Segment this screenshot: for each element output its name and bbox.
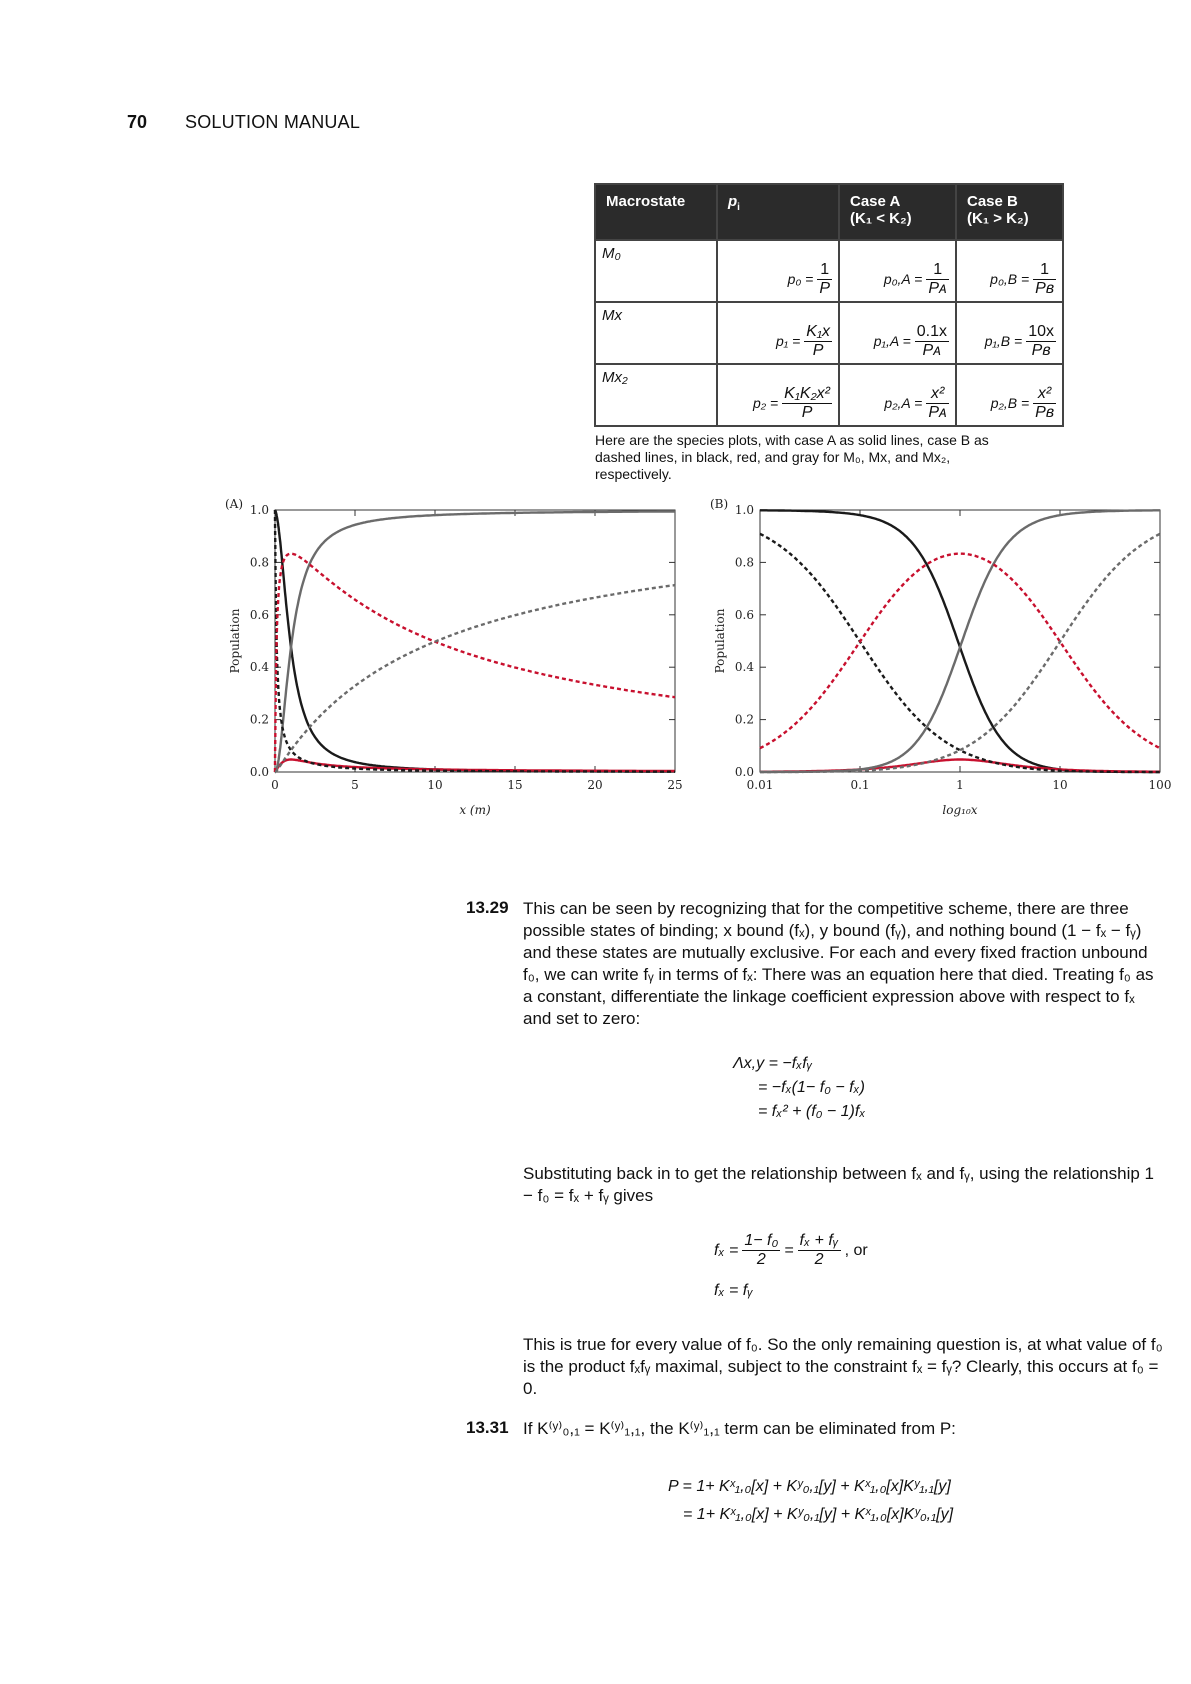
question-number-13-31: 13.31 — [466, 1418, 509, 1437]
y-tick-label: 0.6 — [249, 607, 269, 622]
panel-label: (A) — [225, 498, 244, 511]
table-row — [595, 240, 1063, 302]
x-tick-label: 5 — [351, 778, 359, 792]
series-line — [760, 534, 1160, 772]
q1329-eq-2: = −fₓ(1− f₀ − fₓ) — [758, 1079, 865, 1096]
x-tick-label: 10 — [1052, 778, 1068, 792]
col-case-b: Case B (K₁ > K₂) — [956, 184, 1063, 240]
x-axis-label: log₁₀x — [942, 803, 978, 817]
y-tick-label: 0.0 — [249, 765, 269, 779]
y-tick-label: 0.6 — [734, 607, 754, 622]
table-row — [595, 364, 1063, 426]
x-tick-label: 1 — [956, 778, 964, 792]
p-cell: p₂ = $\frac{\text{K₁K₂x²}}{P}$ — [717, 364, 839, 426]
y-tick-label: 0.2 — [734, 712, 754, 727]
q1329-eq-5: fₓ = fᵧ — [714, 1282, 754, 1299]
state-cell: M₀ — [595, 240, 717, 302]
y-tick-label: 1.0 — [249, 503, 269, 517]
x-tick-label: 0.01 — [746, 778, 774, 792]
x-tick-label: 15 — [507, 778, 523, 792]
col-pi: $p_i$ — [717, 184, 839, 240]
series-line — [275, 512, 675, 773]
q1329-eq-4: fₓ = $\frac{\text{1− f₀}}{2}$ = $\frac{\text{fₓ + fᵧ}}{2}$ , or — [714, 1232, 868, 1268]
x-tick-label: 10 — [427, 778, 443, 792]
plot-frame — [760, 510, 1160, 772]
chart-b — [710, 498, 1180, 858]
col-case-a: Case A (K₁ < K₂) — [839, 184, 956, 240]
y-tick-label: 0.2 — [249, 712, 269, 727]
x-tick-label: 100 — [1148, 778, 1172, 792]
y-axis-label: Population — [228, 608, 242, 674]
page-number: 70 — [127, 112, 148, 132]
p-cell: p₀ = $\frac{1}{P}$ — [717, 240, 839, 302]
y-tick-label: 0.4 — [249, 660, 269, 675]
macrostate-table — [594, 183, 1064, 427]
series-line — [760, 510, 1160, 772]
y-tick-label: 0.8 — [734, 555, 754, 570]
q1331-eq-2: = 1+ Kˣ₁,₀[x] + Kʸ₀,₁[y] + Kˣ₁,₀[x]Kʸ₀,₁[y] — [683, 1506, 954, 1523]
q1329-paragraph-1: This can be seen by recognizing that for the competitive scheme, there are three possible states of binding; x bound (fₓ), y bound (fᵧ), and nothing bound (1 − fₓ − fᵧ) and these states are mutually exclusive. For each and every fixed fraction unbound f₀, we can write fᵧ in terms of fₓ: There was an equation here that died. Treating f₀ as a constant, differentiate the linkage coefficient expression above with respect to fₓ and set to zero: — [523, 899, 1154, 1028]
series-line — [275, 554, 675, 772]
q1329-eq-1: Λx,y = −fₓfᵧ — [733, 1055, 813, 1072]
series-line — [760, 510, 1160, 772]
series-line — [275, 510, 675, 772]
plot-frame — [275, 510, 675, 772]
q1329-paragraph-3: This is true for every value of f₀. So the only remaining question is, at what value of f₀ is the product fₓfᵧ maximal, subject to the constraint fₓ = fᵧ? Clearly, this occurs at f₀ = 0. — [523, 1335, 1163, 1398]
x-tick-label: 0 — [271, 778, 279, 792]
x-axis-label: x (m) — [459, 803, 491, 817]
case-a-cell: p₁,A = $\frac{0.1x}{\text{Pᴀ}}$ — [839, 302, 956, 364]
running-header: SOLUTION MANUAL — [185, 112, 361, 132]
y-tick-label: 0.8 — [249, 555, 269, 570]
panel-label: (B) — [710, 498, 729, 511]
state-cell: Mx₂ — [595, 364, 717, 426]
state-cell: Mx — [595, 302, 717, 364]
case-b-cell: p₁,B = $\frac{10x}{\text{Pʙ}}$ — [956, 302, 1063, 364]
series-line — [275, 510, 675, 772]
question-number-13-29: 13.29 — [466, 898, 509, 917]
case-b-cell: p₀,B = $\frac{1}{\text{Pʙ}}$ — [956, 240, 1063, 302]
plot-caption: Here are the species plots, with case A as solid lines, case B as dashed lines, in black, red, and gray for M₀, Mx, and Mx₂, respectively. — [595, 432, 989, 482]
y-tick-label: 1.0 — [734, 503, 754, 517]
x-tick-label: 25 — [667, 778, 683, 792]
chart-a — [225, 498, 695, 858]
case-a-cell: p₂,A = $\frac{\text{x²}}{\text{Pᴀ}}$ — [839, 364, 956, 426]
y-axis-label: Population — [713, 608, 727, 674]
y-tick-label: 0.4 — [734, 660, 754, 675]
col-macrostate: Macrostate — [595, 184, 717, 240]
q1329-paragraph-2: Substituting back in to get the relationship between fₓ and fᵧ, using the relationship 1 − f₀ = fₓ + fᵧ gives — [523, 1164, 1155, 1205]
series-line — [760, 534, 1160, 772]
q1331-text: If K⁽ʸ⁾₀,₁ = K⁽ʸ⁾₁,₁, the K⁽ʸ⁾₁,₁ term can be eliminated from P: — [523, 1419, 956, 1438]
q1329-eq-3: = fₓ² + (f₀ − 1)fₓ — [758, 1103, 866, 1120]
p-cell: p₁ = $\frac{\text{K₁x}}{P}$ — [717, 302, 839, 364]
table-header-row — [595, 184, 1063, 240]
case-b-cell: p₂,B = $\frac{\text{x²}}{\text{Pʙ}}$ — [956, 364, 1063, 426]
series-line — [275, 585, 675, 772]
q1331-eq-1: P = 1+ Kˣ₁,₀[x] + Kʸ₀,₁[y] + Kˣ₁,₀[x]Kʸ₁,₁[y] — [668, 1478, 951, 1495]
x-tick-label: 20 — [587, 778, 603, 792]
y-tick-label: 0.0 — [734, 765, 754, 779]
case-a-cell: p₀,A = $\frac{1}{\text{Pᴀ}}$ — [839, 240, 956, 302]
table-row — [595, 302, 1063, 364]
x-tick-label: 0.1 — [850, 778, 870, 792]
